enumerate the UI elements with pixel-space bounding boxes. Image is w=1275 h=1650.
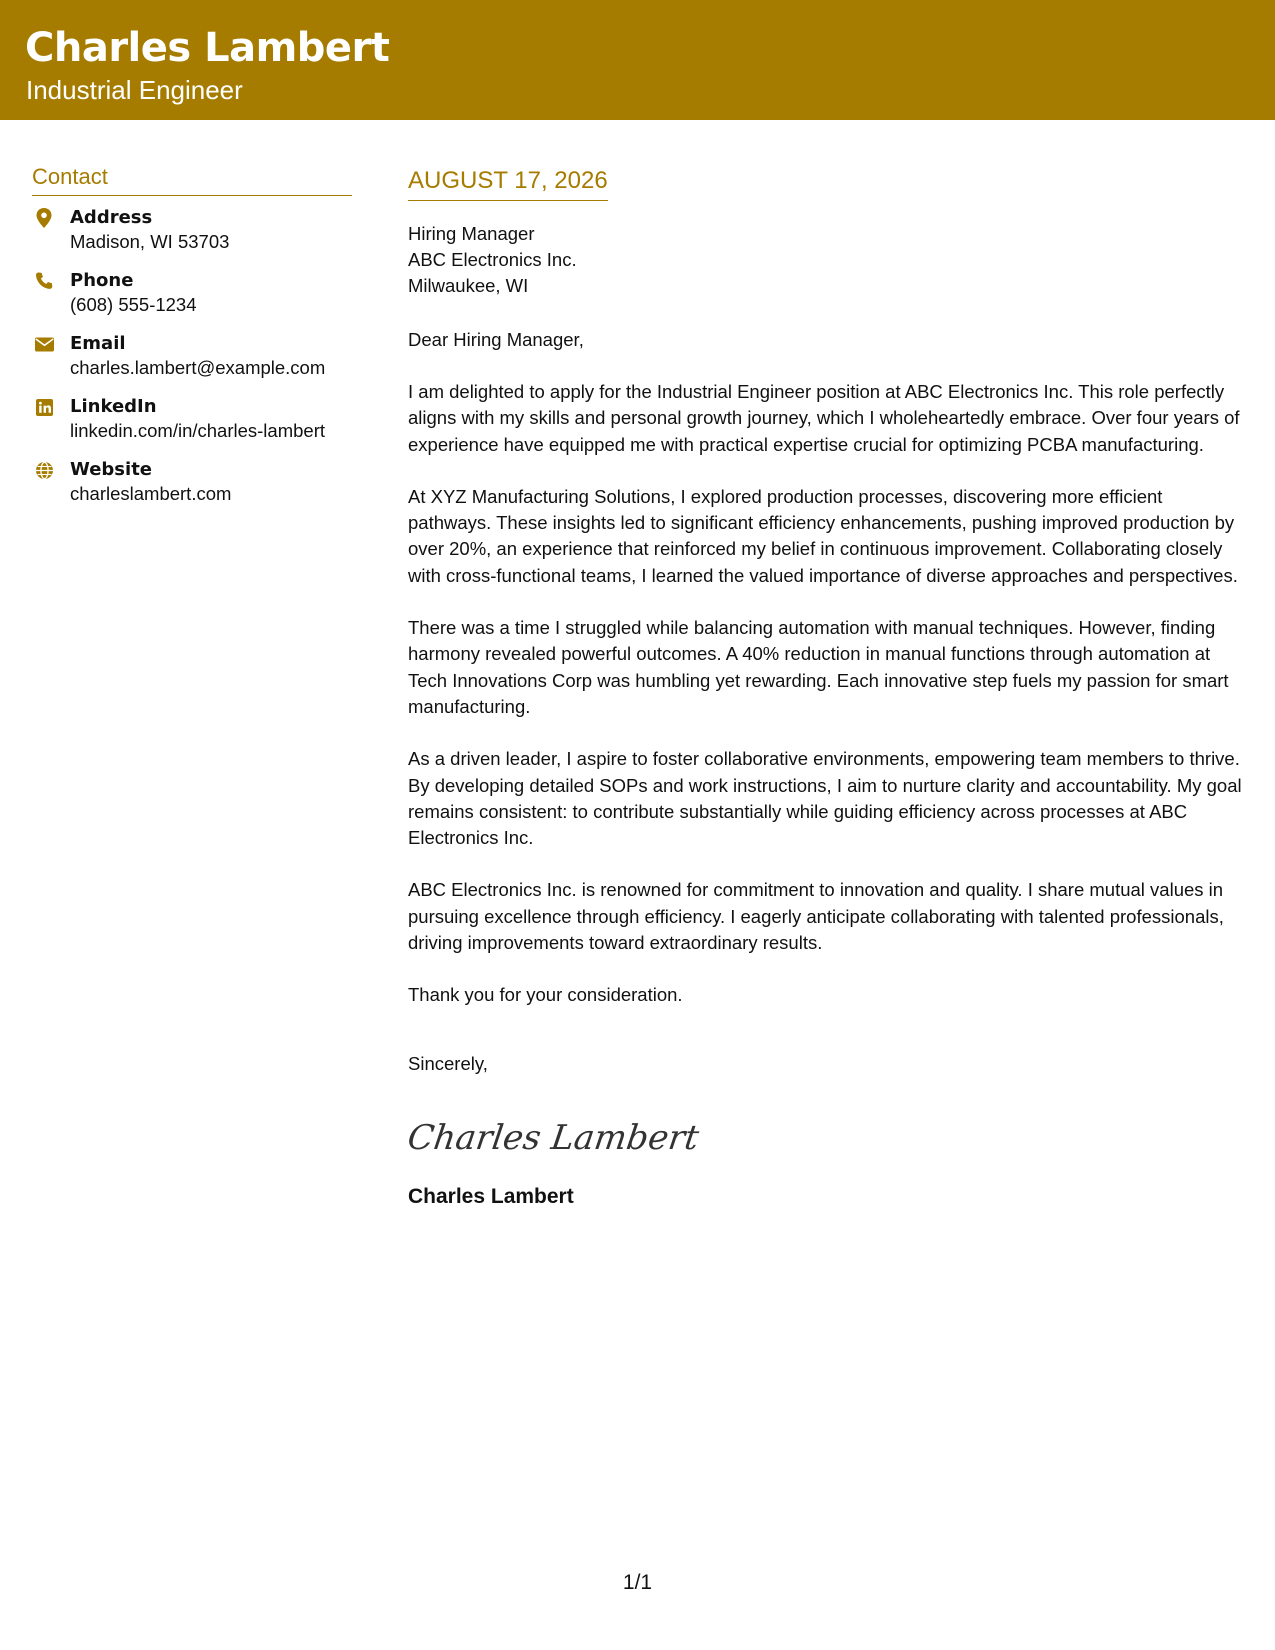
closing: Sincerely, [408,1052,488,1074]
signature-text: Charles Lambert [405,1117,702,1158]
contact-address [32,206,352,269]
contact-linkedin [32,395,352,458]
globe-icon [34,459,54,481]
contact-value: linkedin.com/in/charles-lambert [70,420,325,441]
applicant-title: Industrial Engineer [26,75,243,105]
contact-value: charles.lambert@example.com [70,357,326,378]
contact-email [32,332,352,395]
map-pin-icon [34,207,54,229]
contact-list [32,206,352,521]
phone-icon [34,270,54,292]
contact-website [32,458,352,521]
paragraph: ABC Electronics Inc. is renowned for commitment to innovation and quality. I share mutual values in pursuing excellence through efficiency. I eagerly anticipate collaborating with talented professionals, driving improvements toward extraordinary results. [408,879,1224,954]
letter-body [405,165,1248,1211]
contact-heading: Contact [32,162,352,196]
paragraph: As a driven leader, I aspire to foster collaborative environments, empowering team members to thrive. By developing detailed SOPs and work instructions, I aim to nurture clarity and accountability. My goal remains consistent: to contribute substantially while guiding efficiency across processes at ABC Electronics Inc. [408,748,1242,849]
recipient-line: ABC Electronics Inc. [408,249,577,270]
contact-value: (608) 555-1234 [70,294,197,315]
contact-sidebar [32,162,352,521]
paragraph: There was a time I struggled while balancing automation with manual techniques. However, finding harmony revealed powerful outcomes. A 40% reduction in manual functions through automation at Tech Innovations Corp was humbling yet rewarding. Each innovative step fuels my passion for smart manufacturing. [408,617,1229,717]
signed-name: Charles Lambert [408,1184,574,1208]
handwritten-signature [405,1109,702,1165]
contact-label: Phone [70,270,134,291]
contact-label: LinkedIn [70,396,157,417]
applicant-name: Charles Lambert [25,25,390,71]
contact-phone [32,269,352,332]
paragraph: Thank you for your consideration. [408,984,683,1006]
salutation: Dear Hiring Manager, [408,329,584,350]
paragraph: I am delighted to apply for the Industrial Engineer position at ABC Electronics Inc. This role perfectly aligns with my skills and personal growth journey, which I wholeheartedly embrace. Over four years of experience have equipped me with practical expertise crucial for optimizing PCBA manufacturing. [408,381,1240,455]
contact-value: charleslambert.com [70,483,232,504]
paragraph: At XYZ Manufacturing Solutions, I explored production processes, discovering more efficient pathways. These insights led to significant efficiency enhancements, pushing improved production by over 20%, an experience that reinforced my belief in continuous improvement. Collaborating closely with cross-functional teams, I learned the valued importance of diverse approaches and perspectives. [408,485,1238,586]
recipient-line: Milwaukee, WI [408,275,529,296]
recipient-block [408,221,1248,299]
letter-date: AUGUST 17, 2026 [408,165,608,201]
header-banner [0,0,1275,120]
contact-label: Email [70,333,126,354]
page-number: 1/1 [622,1571,653,1594]
contact-value: Madison, WI 53703 [70,231,230,252]
recipient-line: Hiring Manager [408,223,535,244]
contact-label: Address [70,207,153,228]
linkedin-icon [34,396,54,418]
envelope-icon [34,333,54,355]
contact-label: Website [70,459,153,480]
